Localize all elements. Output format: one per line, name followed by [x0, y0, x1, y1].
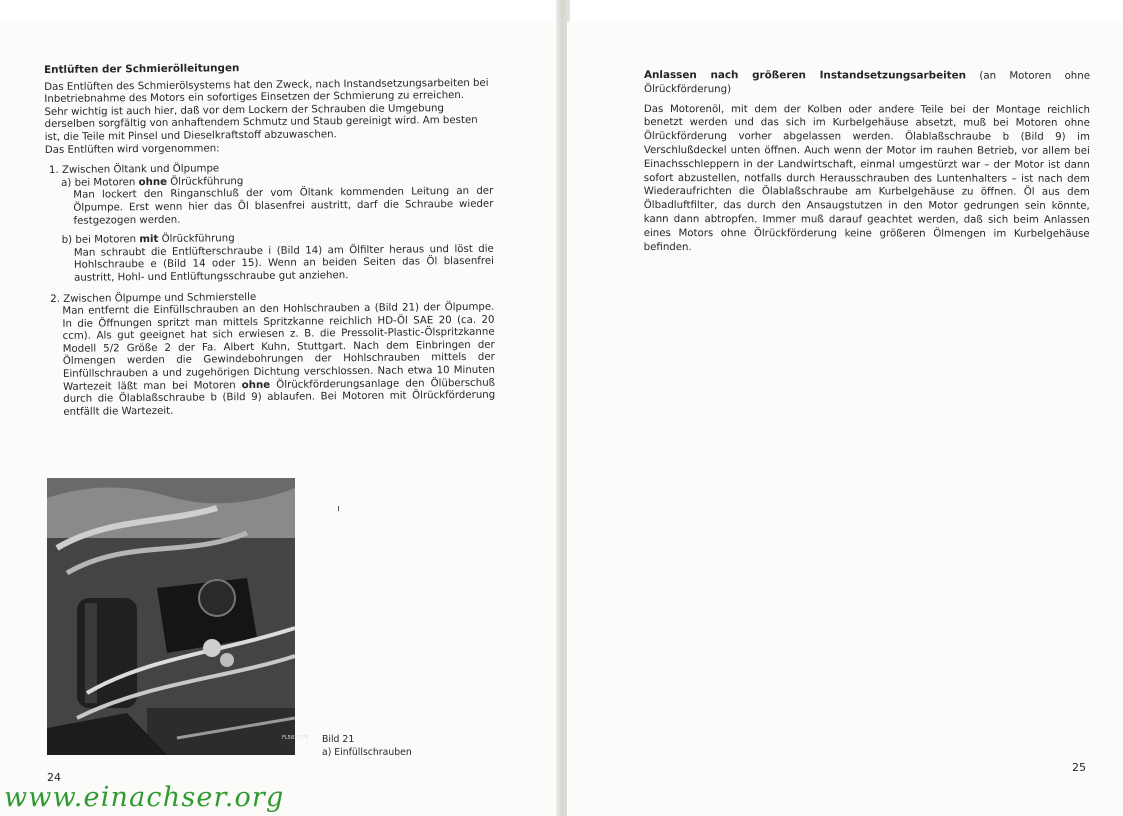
sub-item-b-label: b) bei Motoren mit Ölrückführung	[61, 233, 235, 246]
figure-caption	[322, 734, 412, 759]
photo-reference-label: FL5837/76	[282, 735, 309, 741]
page-number-right: 25	[1072, 761, 1086, 774]
engine-photo	[47, 478, 295, 755]
intro-paragraph-3: Das Entlüften wird vorgenommen:	[44, 142, 220, 156]
list-item-2-title: 2. Zwischen Ölpumpe und Schmierstelle	[50, 291, 257, 305]
list-item-1	[45, 161, 494, 286]
right-page-text	[644, 69, 1090, 255]
intro-paragraph-2: Sehr wichtig ist auch hier, daß vor dem Lockern der Schrauben die Umgebung derselben sorgfältig von anhaftendem Schmutz und Staub gereinigt wird. Am besten ist, die Teile mit Pinsel und Dieselkraftstoff abzuwaschen.	[44, 102, 478, 143]
left-page	[0, 22, 561, 816]
sub-item-a-label: a) bei Motoren ohne Ölrückführung	[61, 175, 244, 189]
list-item-1-title: 1. Zwischen Öltank und Ölpumpe	[48, 163, 220, 177]
sub-item-a-text: Man lockert den Ringanschluß der vom Öltank kommenden Leitung an der Ölpumpe. Erst wenn hier das Öl blasenfrei austritt, darf die Schraube wieder festgezogen werden.	[73, 186, 494, 227]
right-heading: Anlassen nach größeren Instandsetzungsarbeiten (an Motoren ohne Ölrückförderung)	[643, 69, 1090, 95]
right-paragraph: Das Motorenöl, mit dem der Kolben oder andere Teile bei der Montage reichlich benetzt werden und das sich im Kurbelgehäuse absetzt, muß bei Motoren ohne Ölrückförderung vorher abgelassen werden. Ölablaßschraube b (Bild 9) im Verschlußdeckel unten öffnen. Auch wenn der Motor im rauhen Betrieb, vor allem bei Einachsschleppern in der Landwirtschaft, einmal umgestürzt war – der Motor ist dann sofort abzustellen, notfalls durch Herausschrauben des Luntenhalters – ist nach dem Wiederaufrichten die Ölablaßschraube am Kurbelgehäuse zu öffnen. Öl aus dem Ölbadluftfilter, das durch den Ansaugstutzen in den Motor gedrungen sein könnte, kann dann abtropfen. Immer muß darauf geachtet werden, daß sich beim Anlassen eines Motors ohne Ölrückförderung keine größeren Ölmengen im Kurbelgehäuse befinden.	[643, 103, 1090, 253]
scan-speck	[338, 506, 339, 511]
engine-photo-illustration	[47, 478, 295, 755]
sub-item-b-text: Man schraubt die Entlüfterschraube i (Bild 14) am Ölfilter heraus und löst die Hohlschraube e (Bild 14 oder 15). Wenn an beiden Seiten das Öl blasenfrei austritt, Hohl- und Entlüftungsschraube gut anziehen.	[73, 243, 494, 284]
left-page-text	[44, 60, 495, 420]
intro-paragraph-1: Das Entlüften des Schmierölsystems hat den Zweck, nach Instandsetzungsarbeiten bei Inbetriebnahme des Motors ein sofortiges Einsetzen der Schmierung zu erreichen.	[44, 77, 489, 106]
caption-title: Bild 21	[322, 734, 355, 745]
sub-item-b	[46, 231, 494, 286]
section-heading: Entlüften der Schmierölleitungen	[44, 62, 240, 76]
sub-item-a	[45, 173, 493, 228]
caption-subtitle: a) Einfüllschrauben	[322, 746, 412, 758]
page-number-left: 24	[47, 771, 61, 784]
list-item-2	[46, 289, 495, 419]
list-item-2-text: Man entfernt die Einfüllschrauben an den Hohlschrauben a (Bild 21) der Ölpumpe. In die Öffnungen spritzt man mittels Spritzkanne reichlich HD-Öl SAE 20 (ca. 20 ccm). Als gut geeignet hat sich erwiesen z. B. die Pressolit-Plastic-Ölspritzkanne Modell 5/2 Größe 2 der Fa. Albert Kuhn, Stuttgart. Nach dem Einbringen der Ölmengen werden die Gewindebohrungen der Hohlschrauben mittels der Einfüllschrauben a und zugehörigen Dichtung verschlossen. Nach etwa 10 Minuten Wartezeit läßt man bei Motoren ohne Ölrückförderungsanlage den Ölüberschuß durch die Ölablaßschraube b (Bild 9) ablaufen. Bei Motoren mit Ölrückförderung entfällt die Wartezeit.	[62, 301, 496, 418]
watermark-text: www.einachser.org	[4, 782, 285, 813]
